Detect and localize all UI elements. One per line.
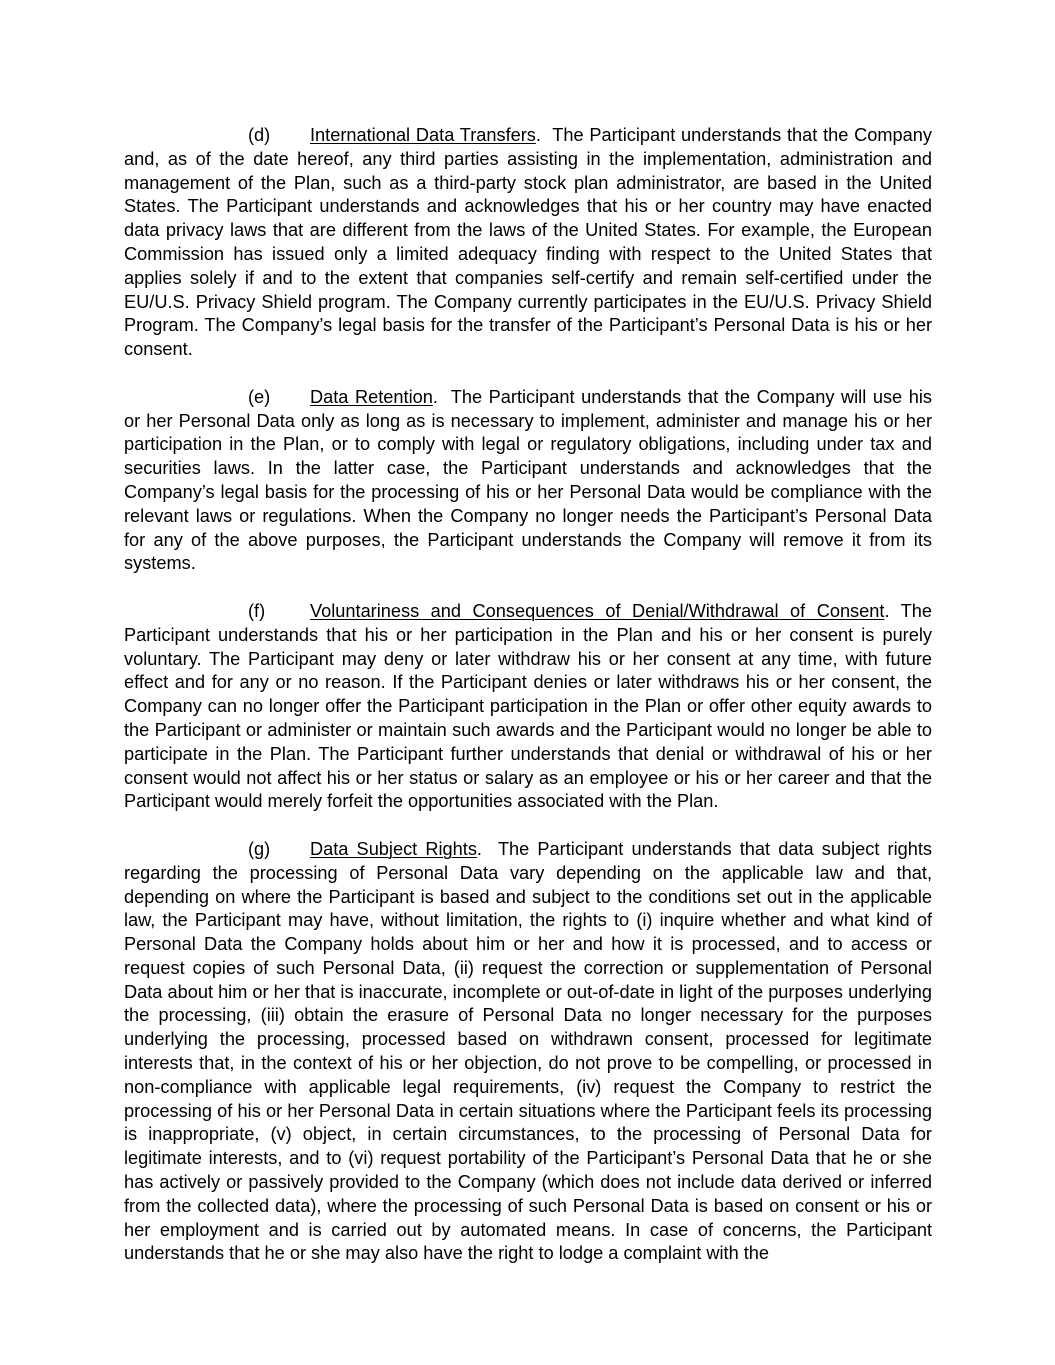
section-e-body: The Participant understands that the Company will use his or her Personal Data only as long as is necessary to implement, administer and manage his or her participation in the Plan, or to comply with legal or regulatory obligations, including under tax and securities laws. In the latter case, the Participant understands and acknowledges that the Company’s legal basis for the processing of his or her Personal Data would be compliance with the relevant laws or regulations. When the Company no longer needs the Participant’s Personal Data for any of the above purposes, the Participant understands the Company will remove it from its systems. (124, 386, 932, 574)
section-f: (f) Voluntariness and Consequences of Denial/Withdrawal of Consent. The Participant understands that his or her participation in the Plan and his or her consent is purely voluntary. The Participant may deny or later withdraw his or her consent at any time, with future effect and for any or no reason. If the Participant denies or later withdraws his or her consent, the Company can no longer offer the Participant participation in the Plan or offer other equity awards to the Participant or administer or maintain such awards and the Participant would no longer be able to participate in the Plan. The Participant further understands that denial or withdrawal of his or her consent would not affect his or her status or salary as an employee or his or her career and that the Participant would merely forfeit the opportunities associated with the Plan. (124, 600, 932, 812)
section-d-label: (d) (248, 125, 271, 145)
section-g: (g) Data Subject Rights. The Participant understands that data subject rights regarding the processing of Personal Data vary depending on the applicable law and that, depending on where the Participant is based and subject to the conditions set out in the applicable law, the Participant may have, without limitation, the rights to (i) inquire whether and what kind of Personal Data the Company holds about him or her and how it is processed, and to access or request copies of such Personal Data, (ii) request the correction or supplementation of Personal Data about him or her that is inaccurate, incomplete or out-of-date in light of the purposes underlying the processing, (iii) obtain the erasure of Personal Data no longer necessary for the purposes underlying the processing, processed based on withdrawn consent, processed for legitimate interests that, in the context of his or her objection, do not prove to be compelling, or processed in non-compliance with applicable legal requirements, (iv) request the Company to restrict the processing of his or her Personal Data in certain situations where the Participant feels its processing is inappropriate, (v) object, in certain circumstances, to the processing of Personal Data for legitimate interests, and to (vi) request portability of the Participant’s Personal Data that he or she has actively or passively provided to the Company (which does not include data derived or inferred from the collected data), where the processing of such Personal Data is based on consent or his or her employment and is carried out by automated means. In case of concerns, the Participant understands that he or she may also have the right to lodge a complaint with the (124, 838, 932, 1264)
section-e-label: (e) (248, 386, 271, 407)
document-page (124, 124, 932, 1290)
section-f-label: (f) (248, 600, 266, 621)
section-g-label: (g) (248, 838, 271, 859)
section-d: (d) International Data Transfers. The Participant understands that the Company and, as of the date hereof, any third parties assisting in the implementation, administration and management of the Plan, such as a third-party stock plan administrator, are based in the United States. The Participant understands and acknowledges that his or her country may have enacted data privacy laws that are different from the laws of the United States. For example, the European Commission has issued only a limited adequacy finding with respect to the United States that applies solely if and to the extent that companies self-certify and remain self-certified under the EU/U.S. Privacy Shield program. The Company currently participates in the EU/U.S. Privacy Shield Program. The Company’s legal basis for the transfer of the Participant’s Personal Data is his or her consent. (124, 125, 932, 360)
section-g-body: The Participant understands that data subject rights regarding the processing of Personal Data vary depending on the applicable law and that, depending on where the Participant is based and subject to the conditions set out in the applicable law, the Participant may have, without limitation, the rights to (i) inquire whether and what kind of Personal Data the Company holds about him or her and how it is processed, and to access or request copies of such Personal Data, (ii) request the correction or supplementation of Personal Data about him or her that is inaccurate, incomplete or out-of-date in light of the purposes underlying the processing, (iii) obtain the erasure of Personal Data no longer necessary for the purposes underlying the processing, processed based on withdrawn consent, processed for legitimate interests that, in the context of his or her objection, do not prove to be compelling, or processed in non-compliance with applicable legal requirements, (iv) request the Company to restrict the processing of his or her Personal Data in certain situations where the Participant feels its processing is inappropriate, (v) object, in certain circumstances, to the processing of Personal Data for legitimate interests, and to (vi) request portability of the Participant’s Personal Data that he or she has actively or passively provided to the Company (which does not include data derived or inferred from the collected data), where the processing of such Personal Data is based on consent or his or her employment and is carried out by automated means. In case of concerns, the Participant understands that he or she may also have the right to lodge a complaint with the (124, 838, 932, 1264)
section-e-heading: Data Retention (310, 386, 433, 407)
section-g-heading: Data Subject Rights (310, 838, 477, 859)
section-d-heading: International Data Transfers (310, 125, 536, 145)
section-e: (e) Data Retention. The Participant understands that the Company will use his or her Personal Data only as long as is necessary to implement, administer and manage his or her participation in the Plan, or to comply with legal or regulatory obligations, including under tax and securities laws. In the latter case, the Participant understands and acknowledges that the Company’s legal basis for the processing of his or her Personal Data would be compliance with the relevant laws or regulations. When the Company no longer needs the Participant’s Personal Data for any of the above purposes, the Participant understands the Company will remove it from its systems. (124, 386, 932, 574)
section-f-body: The Participant understands that his or her participation in the Plan and his or her consent is purely voluntary. The Participant may deny or later withdraw his or her consent at any time, with future effect and for any or no reason. If the Participant denies or later withdraws his or her consent, the Company can no longer offer the Participant participation in the Plan or offer other equity awards to the Participant or administer or maintain such awards and the Participant would no longer be able to participate in the Plan. The Participant further understands that denial or withdrawal of his or her consent would not affect his or her status or salary as an employee or his or her career and that the Participant would merely forfeit the opportunities associated with the Plan. (124, 600, 932, 812)
section-d-body: The Participant understands that the Company and, as of the date hereof, any third parties assisting in the implementation, administration and management of the Plan, such as a third-party stock plan administrator, are based in the United States. The Participant understands and acknowledges that his or her country may have enacted data privacy laws that are different from the laws of the United States. For example, the European Commission has issued only a limited adequacy finding with respect to the United States that applies solely if and to the extent that companies self-certify and remain self-certified under the EU/U.S. Privacy Shield program. The Company currently participates in the EU/U.S. Privacy Shield Program. The Company’s legal basis for the transfer of the Participant’s Personal Data is his or her consent. (124, 125, 932, 360)
section-f-heading: Voluntariness and Consequences of Denial/Withdrawal of Consent (310, 600, 885, 621)
